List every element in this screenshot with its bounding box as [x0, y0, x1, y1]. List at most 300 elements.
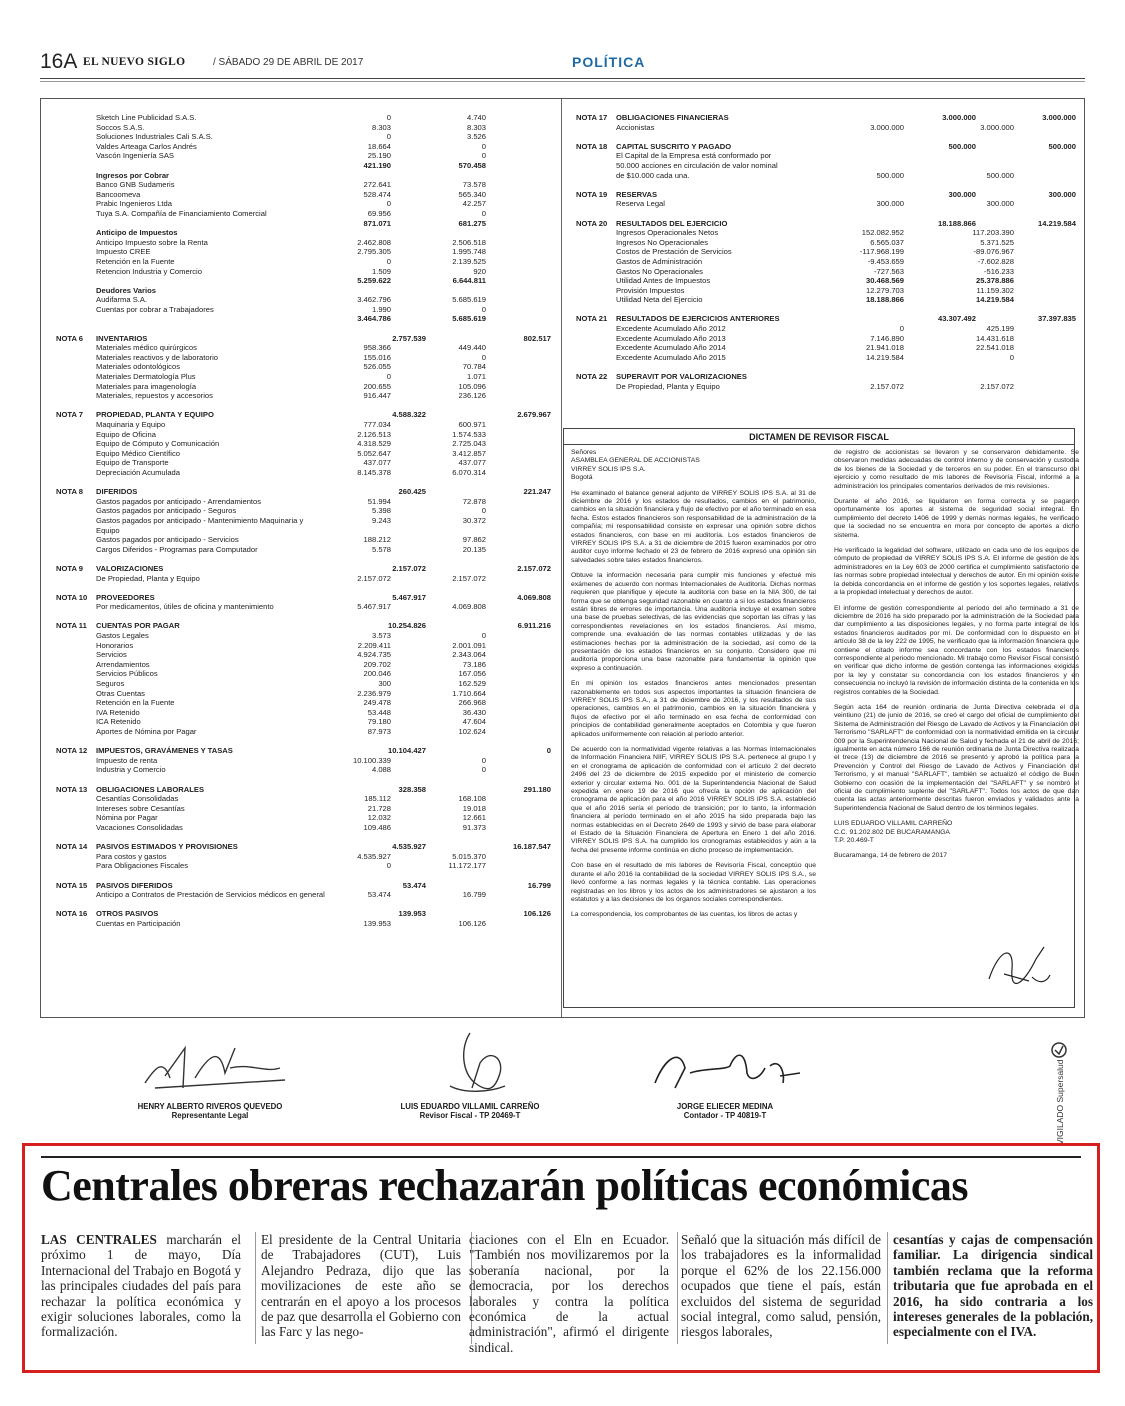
note-value-2016: 4.535.927	[357, 851, 391, 861]
note-value-2015: 0	[481, 352, 486, 362]
note-label: PROVEEDORES	[96, 592, 155, 602]
note-row	[56, 180, 556, 190]
note-row	[56, 324, 556, 334]
signer-role: Revisor Fiscal - TP 20469-T	[419, 1111, 521, 1120]
note-value-2015: 73.578	[462, 180, 486, 190]
note-total-2015: 14.219.584	[1037, 218, 1076, 228]
note-total-2016: 500.000	[986, 170, 1014, 180]
note-label: Anticipo a Contratos de Prestación de Servicios médicos en general	[96, 890, 325, 900]
column-separator	[677, 1232, 678, 1344]
note-total-2016: 4.588.322	[392, 410, 426, 420]
note-value-2016: 437.077	[363, 458, 391, 468]
opinion-paragraph: He verificado la legalidad del software, utilizado en cada uno de los equipos de cómputo de propiedad de VIRREY SOLIS IPS S.A. El informe de gestión de los administradores en la Ley 603 de 2000 certifica el cumplimiento satisfactorio de las normas sobre propiedad intelectual y derechos de autor. En mi opinión existe la debida concordancia en el informe de gestión y los soportes legales, relativos a la propiedad intelectual y derechos de autor.	[834, 547, 1079, 597]
signature-accountant	[595, 1028, 855, 1120]
note-row	[56, 420, 556, 430]
note-total-2016: 22.541.018	[975, 343, 1014, 353]
note-value-2016: -727.563	[874, 266, 904, 276]
note-row	[56, 641, 556, 651]
note-value-2015: 0	[481, 151, 486, 161]
note-total-2015: 6.911.216	[517, 621, 551, 631]
note-value-2015: 162.529	[458, 679, 486, 689]
note-total-2015: 802.517	[523, 333, 551, 343]
note-row	[56, 775, 556, 785]
note-label: Materiales para imagenología	[96, 381, 197, 391]
note-value-2016: 5.578	[371, 544, 391, 554]
note-value-2015: 0	[481, 141, 486, 151]
note-row	[576, 113, 1081, 123]
note-value-2016: 8.145.378	[357, 467, 391, 477]
note-value-2015: 6.644.811	[452, 276, 486, 286]
note-row	[56, 410, 556, 420]
note-value-2016: 0	[386, 199, 391, 209]
note-row	[56, 890, 556, 900]
note-label: Tuya S.A. Compañía de Financiamiento Comercial	[96, 208, 267, 218]
article-column-4: Señaló que la situación más difícil de los trabajadores es la informalidad porque el 62% de los 22.156.000 ocupados que tiene el país, están excluidos del sistema de seguridad social integral, como salud, pensión, riesgos laborales,	[681, 1232, 881, 1340]
note-row	[56, 689, 556, 699]
note-row	[56, 228, 556, 238]
note-row	[56, 362, 556, 372]
note-label: Soccos S.A.S.	[96, 122, 145, 132]
note-row	[56, 123, 556, 133]
note-row	[576, 305, 1081, 315]
signature-fiscal-reviewer	[340, 1028, 600, 1120]
note-row	[576, 276, 1081, 286]
note-value-2015: 168.108	[458, 794, 486, 804]
note-label: Para costos y gastos	[96, 851, 167, 861]
note-value-2016: 0	[386, 132, 391, 142]
note-row	[56, 660, 556, 670]
note-value-2016: 2.157.072	[870, 381, 904, 391]
note-total-2016: 0	[1009, 352, 1014, 362]
note-value-2016: 155.016	[363, 352, 391, 362]
note-label: Accionistas	[616, 122, 655, 132]
vigilado-supersalud-logo	[1048, 1040, 1070, 1150]
note-label: Gastos No Operacionales	[616, 266, 703, 276]
notes-right-column	[576, 113, 1081, 391]
note-label: Cesantías Consolidadas	[96, 794, 179, 804]
note-value-2015: 12.661	[462, 813, 486, 823]
note-value-2016: 2.462.808	[357, 237, 391, 247]
note-label: Impuesto de renta	[96, 755, 158, 765]
note-value-2016: 0	[386, 861, 391, 871]
note-value-2016: 2.209.411	[357, 640, 391, 650]
note-value-2016: 21.728	[367, 803, 391, 813]
note-row	[56, 267, 556, 277]
note-label: Materiales médico quirúrgicos	[96, 343, 197, 353]
note-label: Aportes de Nómina por Pagar	[96, 727, 197, 736]
note-value-2015: 0	[481, 755, 486, 765]
note-row	[576, 334, 1081, 344]
note-value-2016: 528.474	[363, 189, 391, 199]
note-value-2015: 2.343.064	[452, 650, 486, 660]
note-number: NOTA 17	[576, 113, 608, 122]
note-value-2016: 2.157.072	[357, 573, 391, 583]
note-row	[576, 180, 1081, 190]
note-row	[56, 919, 556, 929]
note-value-2016: 916.447	[363, 391, 391, 401]
note-row	[56, 756, 556, 766]
note-row	[576, 372, 1081, 382]
note-row	[56, 593, 556, 603]
note-row	[576, 171, 1081, 181]
note-row	[576, 123, 1081, 133]
article-col1-text: marcharán el próximo 1 de mayo, Día Internacional del Trabajo en Bogotá y las principales ciudades del país para rechazar la política económica y exigir soluciones laborales, como la formalización.	[41, 1232, 241, 1340]
note-row	[56, 669, 556, 679]
note-value-2016: 185.112	[364, 794, 391, 804]
note-row	[56, 526, 556, 536]
note-row	[56, 113, 556, 123]
note-row	[56, 353, 556, 363]
note-value-2015: 565.340	[458, 189, 486, 199]
note-row	[576, 142, 1081, 152]
note-value-2015: 3.000.000	[942, 113, 976, 122]
note-value-2015: 70.784	[462, 362, 486, 372]
note-label: Materiales, repuestos y accesorios	[96, 391, 213, 401]
note-value-2015: 5.685.619	[452, 314, 486, 324]
note-value-2015: 0	[481, 208, 486, 218]
note-total-2016: -7.602.828	[977, 256, 1014, 266]
note-label: Maquinaria y Equipo	[96, 420, 166, 429]
note-row	[56, 804, 556, 814]
note-value-2016: 109.486	[363, 822, 391, 832]
note-label: Equipo Médico Científico	[96, 448, 180, 458]
note-label: Gastos Legales	[96, 631, 149, 641]
note-row	[56, 391, 556, 401]
signer-name: HENRY ALBERTO RIVEROS QUEVEDO	[137, 1102, 283, 1111]
note-value-2015: 570.458	[458, 160, 486, 170]
note-row	[576, 286, 1081, 296]
note-label: Ingresos por Cobrar	[96, 170, 169, 180]
note-value-2016: 249.478	[363, 698, 391, 708]
note-row	[56, 257, 556, 267]
note-label: Cuentas en Participación	[96, 918, 181, 928]
auditor-opinion-column-left	[571, 449, 816, 927]
note-label: Prabic Ingenieros Ltda	[96, 199, 172, 209]
note-value-2016: 51.994	[367, 496, 391, 506]
page-header	[40, 48, 1085, 78]
note-value-2016: 300	[378, 679, 391, 689]
note-value-2016: 0	[386, 113, 391, 122]
opinion-paragraph: En mi opinión los estados financieros antes mencionados presentan razonablemente en todos sus aspectos importantes la situación financiera de VIRREY SOLIS IPS S.A., a 31 de diciembre de 2016, y los resultados de sus operaciones, cambios en el patrimonio, cambios en la situación financiera y flujos de efectivo por el año terminado en esa fecha de conformidad con principios de contabilidad generalmente aceptados en Colombia y que fueron aplicados uniformemente con relación al período anterior.	[571, 680, 816, 738]
issue-date: / SÁBADO 29 DE ABRIL DE 2017	[213, 57, 364, 68]
note-total-2016: 2.757.539	[392, 333, 426, 343]
note-row	[56, 698, 556, 708]
note-value-2015: 0	[481, 506, 486, 516]
note-row	[56, 132, 556, 142]
note-row	[576, 209, 1081, 219]
note-label: Retencion Industria y Comercio	[96, 266, 202, 276]
note-value-2016: 4.088	[371, 765, 391, 775]
note-label: Provisión Impuestos	[616, 285, 685, 295]
note-value-2015: 3.412.857	[452, 448, 486, 458]
note-value-2016: 4.318.529	[357, 439, 391, 449]
opinion-paragraph: Bucaramanga, 14 de febrero de 2017	[834, 852, 947, 860]
note-value-2015: 1.574.533	[452, 429, 486, 439]
note-label: Para Obligaciones Fiscales	[96, 861, 189, 871]
note-row	[56, 574, 556, 584]
opinion-paragraph: El informe de gestión correspondiente al período del año terminado a 31 de diciembre de 2016 ha sido preparado por la administración de la Sociedad para dar cumplimiento a las disposiciones legales, y no forma parte integral de los estados financieros auditados por mí. De conformidad con lo dispuesto en el artículo 38 de la ley 222 de 1995, he verificado que la información financiera que contiene el citado informe sea concordante con los estados financieros correspondiente al periodo mencionado. Mi trabajo como Revisor Fiscal consistió en verificar que dicho informe de gestión contenga las informaciones exigidas por la ley y constatar su concordancia con los estados financieros y en consecuencia no incluyó la revisión de información distinta de la contenida en los registros contables de la Sociedad.	[834, 604, 1079, 696]
column-separator	[255, 1232, 256, 1344]
note-label: Servicios Públicos	[96, 669, 158, 679]
note-label: Gastos pagados por anticipado - Servicios	[96, 535, 239, 545]
signature-legal-rep	[80, 1028, 340, 1120]
note-value-2015: 102.624	[458, 727, 486, 736]
note-value-2016: 3.573	[371, 631, 391, 641]
vigilado-text: VIGILADO Supersalud	[1055, 1059, 1065, 1145]
note-value-2016: 6.565.037	[870, 237, 904, 247]
note-row	[576, 199, 1081, 209]
note-label: Cuentas por cobrar a Trabajadores	[96, 304, 214, 314]
opinion-paragraph: Con base en el resultado de mis labores de Revisoría Fiscal, conceptúo que durante el año 2016 la contabilidad de la sociedad VIRREY SOLIS IPS S.A., se llevó conforme a las normas legales y la técnica contable. Las operaciones registradas en los libros y los actos de los administradores se ajustaron a los estatutos y a las decisiones de los órganos sociales correspondientes.	[571, 862, 816, 903]
note-label: RESULTADOS DE EJERCICIOS ANTERIORES	[616, 314, 780, 324]
auditor-signature-image	[984, 939, 1054, 989]
note-total-2015: 300.000	[1048, 189, 1076, 199]
note-label: Retención en la Fuente	[96, 698, 175, 708]
opinion-paragraph: Señores ASAMBLEA GENERAL DE ACCIONISTAS VIRREY SOLIS IPS S.A. Bogotá	[571, 449, 700, 482]
note-row	[56, 334, 556, 344]
note-label: Sketch Line Publicidad S.A.S.	[96, 113, 197, 122]
note-label: OBLIGACIONES LABORALES	[96, 784, 205, 794]
note-value-2016: 2.126.513	[357, 429, 391, 439]
note-label: Excedente Acumulado Año 2015	[616, 352, 726, 362]
note-row	[56, 401, 556, 411]
note-label: Soluciones Industriales Cali S.A.S.	[96, 132, 213, 142]
note-label: Gastos de Administración	[616, 256, 703, 266]
note-row	[56, 612, 556, 622]
note-label: Vascón Ingeniería SAS	[96, 151, 174, 161]
note-label: INVENTARIOS	[96, 333, 148, 343]
note-label: CAPITAL SUSCRITO Y PAGADO	[616, 141, 732, 151]
note-label: Depreciación Acumulada	[96, 467, 181, 477]
article-headline: Centrales obreras rechazarán políticas económicas	[41, 1161, 969, 1210]
note-total-2016: 4.535.927	[392, 842, 426, 852]
note-label: Utilidad Antes de Impuestos	[616, 276, 711, 286]
note-value-2015: 5.015.370	[452, 851, 486, 861]
note-total-2016: 10.104.427	[387, 746, 426, 756]
opinion-paragraph: LUIS EDUARDO VILLAMIL CARREÑO C.C. 91.202.802 DE BUCARAMANGA T.P. 20.469-T	[834, 820, 953, 845]
note-row	[56, 737, 556, 747]
opinion-paragraph: De acuerdo con la normatividad vigente relativas a las Normas Internacionales de Información Financiera NIIF, VIRREY SOLIS IPS S.A. pertenece al grupo I y en el cronograma de aplicación de conformidad con el artículo 2 del decreto 2496 del 23 de diciembre de 2015 expedido por el ministerio de comercio exterior y circular externa No. 001 de la Superintendencia Nacional de Salud expedida en enero 19 de 2016 que ofrecía la opción de aplicación del cronograma de aplicación para el año 2016 VIRREY SOLIS IPS S.A. estableció que el año 2016 sería el período de transición; por lo tanto, la información financiera al período terminado en el año 2015 ha sido preparada bajo las normas establecidas en el Decreto 2649 de 1993 y sirvió de base para elaborar el Estado de la Situación Financiera de Apertura en Enero 1 del año 2016. VIRREY SOLIS IPS S.A. ha cumplido los cronogramas establecidos y aún a la fecha del presente informe continúa en dicho proceso de implementación.	[571, 746, 816, 854]
note-label: Banco GNB Sudameris	[96, 180, 175, 190]
note-row	[56, 219, 556, 229]
note-label: Deudores Varios	[96, 285, 156, 295]
note-value-2016: 5.467.917	[357, 602, 391, 612]
article-column-3: ciaciones con el Eln en Ecuador. "También nos movilizaremos por la soberanía nacional, por la democracia, por los derechos laborales y contra la política económica de la actual administración", afirmó el dirigente sindical.	[469, 1232, 669, 1355]
note-label: Gastos pagados por anticipado - Arrendamientos	[96, 496, 262, 506]
note-value-2016: 25.190	[367, 151, 391, 161]
note-label: Valdes Arteaga Carlos Andrés	[96, 141, 197, 151]
note-value-2015: 500.000	[948, 141, 976, 151]
note-value-2015: 5.685.619	[452, 295, 486, 305]
note-number: NOTA 21	[576, 314, 608, 324]
note-row	[56, 842, 556, 852]
note-value-2016: -117.968.199	[859, 247, 904, 257]
note-value-2015: 600.971	[458, 420, 486, 429]
article-top-rule	[41, 1156, 1081, 1158]
note-value-2016: 14.219.584	[865, 352, 904, 362]
note-row	[56, 535, 556, 545]
note-row	[56, 516, 556, 526]
note-number: NOTA 11	[56, 621, 87, 631]
note-row	[56, 602, 556, 612]
note-total-2016: 14.219.584	[975, 295, 1014, 305]
note-value-2016: 7.146.890	[870, 333, 904, 343]
note-row	[56, 554, 556, 564]
page-number: 16A	[40, 50, 78, 73]
note-label: Impuesto CREE	[96, 247, 151, 257]
opinion-paragraph: de registro de accionistas se llevaron y se conservaron debidamente. Se observaron medidas adecuadas de control interno y de conservación y custodia de los bienes de la Sociedad y de terceros en su poder. En el transcurso del ejercicio y como resultado de mis labores de Revisoría Fiscal, informé a la administración los principales comentarios derivados de mis revisiones.	[834, 449, 1079, 490]
note-label: Equipo	[96, 525, 120, 535]
note-value-2016: 3.000.000	[870, 122, 904, 132]
note-number: NOTA 7	[56, 410, 84, 420]
note-value-2015: 0	[481, 765, 486, 775]
note-value-2015: 43.307.492	[937, 314, 976, 324]
note-total-2016: -516.233	[984, 266, 1014, 276]
opinion-paragraph: Según acta 164 de reunión ordinaria de Junta Directiva celebrada el día veintiuno (21) de junio de 2016, se creó el cargo del oficial de cumplimiento del Sistema de Administración del Riesgo de Lavado de Activos y la Financiación del Terrorismo "SARLAFT" de conformidad con la normatividad emitida en la circular 009 por la Superintendencia Nacional de Salud y fechada el 21 de abril de 2016; igualmente en acta número 166 de reunión ordinaria de Junta Directiva realizada el trece (13) de diciembre de 2016 se presentó y aprobó la política para la Prevención y Control del Riesgo de Lavado de Activos y Financiación del Terrorismo, y el manual "SARLAFT", también se actualizó el código de Buen Gobierno con ocasión de la implementación del "SARLAFT" y se nombró el oficial de cumplimiento suplente del "SARLAFT". Todos los actos de que dan cuenta las actas anteriormente descritas fueron enviados y validados ante la Superintendencia Nacional de Salud dentro de los términos legales.	[834, 703, 1079, 812]
note-value-2015: 11.172.177	[448, 861, 486, 871]
note-row	[56, 583, 556, 593]
note-value-2015: 1.071	[466, 372, 486, 382]
article-column-5: cesantías y cajas de compensación familiar. La dirigencia sindical también reclama que la reforma tributaria que fue aprobada en el 2016, ha sido contraria a los intereses generales de la población, especialmente con el IVA.	[893, 1232, 1093, 1340]
note-value-2016: 10.100.339	[352, 755, 391, 765]
note-label: DIFERIDOS	[96, 487, 138, 497]
note-value-2016: 200.046	[363, 669, 391, 679]
note-total-2015: 37.397.835	[1037, 314, 1076, 324]
note-row	[576, 353, 1081, 363]
note-label: PASIVOS ESTIMADOS Y PROVISIONES	[96, 842, 238, 852]
note-total-2016: 10.254.826	[387, 621, 426, 631]
note-value-2016: 2.795.305	[357, 247, 391, 257]
note-value-2015: 18.188.866	[937, 218, 976, 228]
note-row	[576, 267, 1081, 277]
note-label: Honorarios	[96, 640, 134, 650]
note-label: Otras Cuentas	[96, 688, 145, 698]
note-row	[56, 209, 556, 219]
note-number: NOTA 10	[56, 592, 88, 602]
note-label: CUENTAS POR PAGAR	[96, 621, 180, 631]
note-row	[576, 362, 1081, 372]
note-value-2016: 0	[386, 372, 391, 382]
note-value-2016: 12.032	[367, 813, 391, 823]
note-value-2016: 87.973	[367, 727, 391, 736]
note-total-2015: 0	[546, 746, 551, 756]
note-value-2016: 777.034	[363, 420, 391, 429]
note-total-2016: 25.378.886	[975, 276, 1014, 286]
note-label: Costos de Prestación de Servicios	[616, 247, 732, 257]
note-label: Ingresos Operacionales Netos	[616, 228, 719, 238]
note-value-2016: 2.236.979	[357, 688, 391, 698]
header-rule	[40, 78, 1085, 79]
note-total-2016: 2.157.072	[980, 381, 1014, 391]
note-row	[56, 794, 556, 804]
note-number: NOTA 14	[56, 842, 88, 852]
signatures-area	[40, 1028, 1085, 1140]
note-total-2016: 5.371.525	[980, 237, 1014, 247]
note-row	[56, 631, 556, 641]
note-row	[56, 813, 556, 823]
note-row	[56, 564, 556, 574]
note-label: Intereses sobre Cesantías	[96, 803, 185, 813]
note-value-2015: 42.257	[462, 199, 486, 209]
note-label: ICA Retenido	[96, 717, 141, 727]
notes-left-column	[56, 113, 556, 928]
note-label: OTROS PASIVOS	[96, 909, 159, 919]
note-row	[56, 199, 556, 209]
note-value-2016: 12.279.703	[865, 285, 904, 295]
note-row	[56, 238, 556, 248]
note-value-2016: 209.702	[363, 659, 391, 669]
note-value-2015: 105.096	[458, 381, 486, 391]
note-row	[576, 324, 1081, 334]
note-value-2015: 3.526	[466, 132, 486, 142]
note-label: Equipo de Oficina	[96, 429, 156, 439]
note-total-2015: 500.000	[1048, 141, 1076, 151]
note-total-2016: 260.425	[398, 487, 426, 497]
header-rule-secondary	[40, 81, 1085, 82]
note-row	[576, 219, 1081, 229]
note-label: Anticipo de Impuestos	[96, 228, 178, 238]
note-label: Materiales reactivos y de laboratorio	[96, 352, 218, 362]
note-row	[56, 765, 556, 775]
note-row	[56, 909, 556, 919]
note-value-2015: 167.056	[458, 669, 486, 679]
note-row	[576, 257, 1081, 267]
note-value-2015: 4.069.808	[452, 602, 486, 612]
note-number: NOTA 6	[56, 333, 84, 343]
note-row	[56, 151, 556, 161]
note-row	[56, 142, 556, 152]
note-value-2015: 300.000	[948, 189, 976, 199]
note-value-2015: 106.126	[458, 918, 486, 928]
note-label: Industria y Comercio	[96, 765, 166, 775]
note-value-2016: 421.190	[363, 160, 391, 170]
note-value-2016: 5.259.622	[357, 276, 391, 286]
note-value-2016: 526.055	[363, 362, 391, 372]
note-label: El Capital de la Empresa está conformado por	[616, 151, 772, 161]
note-label: RESULTADOS DEL EJERCICIO	[616, 218, 728, 228]
note-total-2016: 3.000.000	[980, 122, 1014, 132]
note-row	[56, 247, 556, 257]
note-row	[56, 852, 556, 862]
opinion-paragraph: Durante el año 2016, se liquidaron en forma correcta y se pagaron oportunamente los aportes al sistema de seguridad social integral. En cumplimiento del decreto 1406 de 1999 y demás normas legales, he verificado que la sociedad no se encuentra en mora por concepto de aportes a dicho sistema.	[834, 498, 1079, 539]
note-value-2015: 1.710.664	[452, 688, 486, 698]
section-name: POLÍTICA	[572, 54, 646, 70]
note-row	[56, 506, 556, 516]
note-row	[56, 746, 556, 756]
note-row	[56, 833, 556, 843]
article-column-1	[41, 1232, 241, 1340]
note-value-2016: 0	[899, 324, 904, 334]
signature-image	[125, 1028, 295, 1100]
note-row	[56, 717, 556, 727]
note-number: NOTA 8	[56, 487, 84, 497]
note-total-2015: 291.180	[523, 784, 551, 794]
note-label: PROPIEDAD, PLANTA Y EQUIPO	[96, 410, 214, 420]
note-total-2016: 53.474	[402, 880, 426, 890]
article-column-2: El presidente de la Central Unitaria de Trabajadores (CUT), Luis Alejandro Pedraza, dijo que las movilizaciones de este año se centrarán en el apoyo a los procesos de paz que desarrolla el Gobierno con las Farc y las nego-	[261, 1232, 461, 1340]
newspaper-name: EL NUEVO SIGLO	[83, 56, 186, 68]
column-divider	[561, 99, 562, 1017]
note-row	[56, 458, 556, 468]
opinion-paragraph: La correspondencia, los comprobantes de las cuentas, los libros de actas y	[571, 911, 798, 919]
note-total-2016: 139.953	[398, 909, 426, 919]
signer-role: Contador - TP 40819-T	[683, 1111, 767, 1120]
note-label: Seguros	[96, 679, 125, 689]
note-value-2015: 36.430	[462, 707, 486, 717]
note-row	[576, 382, 1081, 392]
note-value-2015: 449.440	[458, 343, 486, 353]
note-value-2016: 152.082.952	[861, 228, 904, 238]
